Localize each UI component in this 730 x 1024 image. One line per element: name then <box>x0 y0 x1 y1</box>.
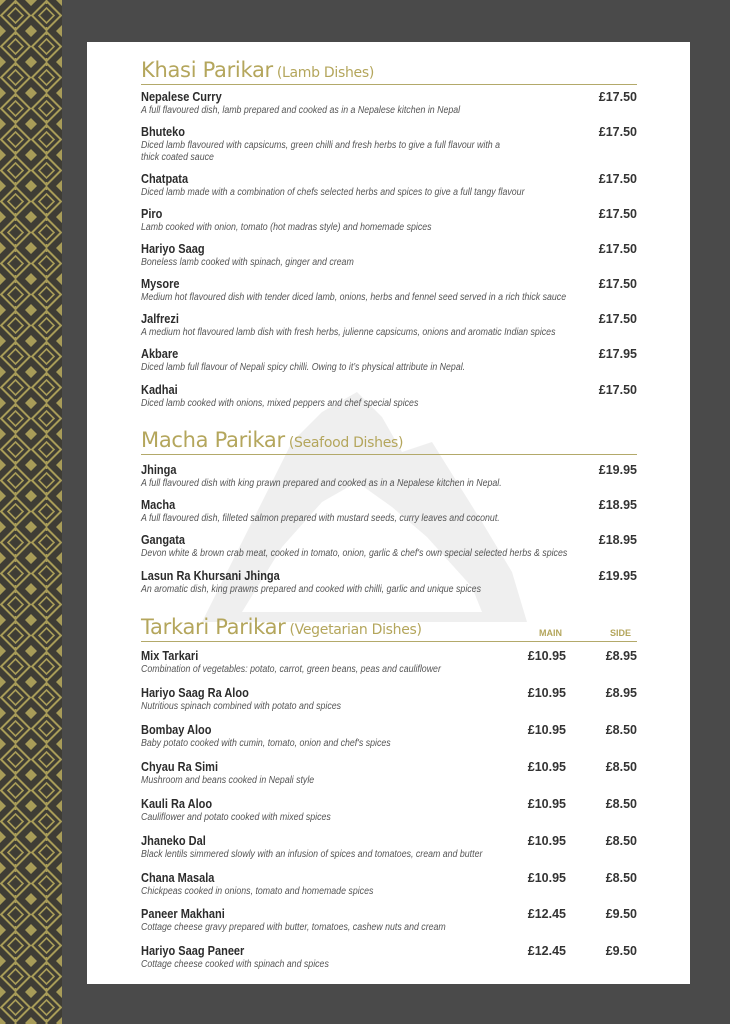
menu-item <box>141 533 637 560</box>
section-title <box>141 58 374 82</box>
section-subtitle: (Vegetarian Dishes) <box>289 622 422 638</box>
item-name: Jhaneko Dal <box>141 834 206 848</box>
menu-item <box>141 463 637 490</box>
menu-item <box>141 871 637 898</box>
menu-item <box>141 172 637 199</box>
menu-item <box>141 686 637 713</box>
section-title-text: Tarkari Parikar <box>141 615 286 639</box>
item-price-side: £9.50 <box>605 907 637 921</box>
item-name: Paneer Makhani <box>141 907 225 921</box>
menu-page <box>87 42 690 984</box>
item-name: Macha <box>141 498 176 512</box>
item-name: Akbare <box>141 347 179 361</box>
item-price-side: £8.50 <box>605 834 637 848</box>
item-description: Cauliflower and potato cooked with mixed spices <box>141 812 331 823</box>
item-price: £19.95 <box>598 569 637 583</box>
item-price: £17.95 <box>598 347 637 361</box>
item-price: £17.50 <box>598 242 637 256</box>
item-price-main: £10.95 <box>527 834 566 848</box>
menu-item <box>141 760 637 787</box>
item-name: Bombay Aloo <box>141 723 212 737</box>
item-price: £17.50 <box>598 125 637 139</box>
item-price-side: £8.50 <box>605 723 637 737</box>
section-header-vegetarian <box>141 615 637 642</box>
item-name: Bhuteko <box>141 125 185 139</box>
column-label-side: SIDE <box>609 628 631 638</box>
item-description: Mushroom and beans cooked in Nepali style <box>141 775 315 786</box>
lattice-pattern-icon <box>0 0 62 1024</box>
item-description: Black lentils simmered slowly with an infusion of spices and tomatoes, cream and butter <box>141 849 483 860</box>
item-price-side: £8.50 <box>605 871 637 885</box>
item-description: An aromatic dish, king prawns prepared and cooked with chilli, garlic and unique spices <box>141 584 481 595</box>
menu-item <box>141 207 637 234</box>
menu-item <box>141 383 637 410</box>
section-subtitle: (Lamb Dishes) <box>276 65 374 81</box>
decorative-pattern-strip <box>0 0 62 1024</box>
item-price: £17.50 <box>598 383 637 397</box>
menu-item <box>141 907 637 934</box>
menu-item <box>141 834 637 861</box>
item-name: Hariyo Saag Paneer <box>141 944 245 958</box>
item-name: Mix Tarkari <box>141 649 199 663</box>
item-name: Jhinga <box>141 463 177 477</box>
item-name: Gangata <box>141 533 186 547</box>
item-description: A full flavoured dish, filleted salmon prepared with mustard seeds, curry leaves and coconut. <box>141 513 500 524</box>
item-price-side: £8.50 <box>605 760 637 774</box>
item-description: Diced lamb flavoured with capsicums, green chilli and fresh herbs to give a full flavour with a thick coated sauce <box>141 140 501 163</box>
item-description: Nutritious spinach combined with potato and spices <box>141 701 342 712</box>
item-description: Cottage cheese gravy prepared with butter, tomatoes, cashew nuts and cream <box>141 922 446 933</box>
item-description: Lamb cooked with onion, tomato (hot madras style) and homemade spices <box>141 222 432 233</box>
item-price: £19.95 <box>598 463 637 477</box>
menu-item <box>141 125 637 163</box>
item-price: £17.50 <box>598 277 637 291</box>
item-name: Kauli Ra Aloo <box>141 797 213 811</box>
item-description: A full flavoured dish, lamb prepared and cooked as in a Nepalese kitchen in Nepal <box>141 105 461 116</box>
item-price-side: £8.95 <box>605 686 637 700</box>
item-price-main: £10.95 <box>527 686 566 700</box>
menu-item <box>141 347 637 374</box>
item-price: £17.50 <box>598 172 637 186</box>
section-title-text: Khasi Parikar <box>141 58 273 82</box>
item-price: £17.50 <box>598 90 637 104</box>
item-price: £17.50 <box>598 207 637 221</box>
item-description: Chickpeas cooked in onions, tomato and homemade spices <box>141 886 374 897</box>
section-title <box>141 615 422 639</box>
item-description: Boneless lamb cooked with spinach, ginger and cream <box>141 257 354 268</box>
menu-item <box>141 242 637 269</box>
item-description: Devon white & brown crab meat, cooked in tomato, onion, garlic & chef's own special selected herbs & spices <box>141 548 568 559</box>
menu-item <box>141 277 637 304</box>
item-name: Chyau Ra Simi <box>141 760 219 774</box>
menu-item <box>141 649 637 676</box>
item-price-main: £10.95 <box>527 760 566 774</box>
item-name: Piro <box>141 207 163 221</box>
item-price-main: £10.95 <box>527 797 566 811</box>
section-header-lamb <box>141 58 637 85</box>
menu-item <box>141 723 637 750</box>
item-description: A full flavoured dish with king prawn prepared and cooked as in a Nepalese kitchen in Nepal. <box>141 478 502 489</box>
item-price-main: £12.45 <box>527 907 566 921</box>
item-name: Chana Masala <box>141 871 215 885</box>
item-description: Diced lamb made with a combination of chefs selected herbs and spices to give a full tangy flavour <box>141 187 525 198</box>
item-name: Chatpata <box>141 172 189 186</box>
menu-item <box>141 90 637 117</box>
item-description: Diced lamb cooked with onions, mixed peppers and chef special spices <box>141 398 419 409</box>
item-name: Nepalese Curry <box>141 90 222 104</box>
menu-item <box>141 312 637 339</box>
item-price: £18.95 <box>598 533 637 547</box>
item-name: Hariyo Saag <box>141 242 205 256</box>
item-name: Hariyo Saag Ra Aloo <box>141 686 249 700</box>
column-label-main: MAIN <box>539 628 562 638</box>
item-price-main: £10.95 <box>527 649 566 663</box>
item-name: Lasun Ra Khursani Jhinga <box>141 569 280 583</box>
item-description: Diced lamb full flavour of Nepali spicy chilli. Owing to it’s physical attribute in Nepal. <box>141 362 466 373</box>
item-price-main: £10.95 <box>527 723 566 737</box>
item-price-side: £9.50 <box>605 944 637 958</box>
item-price-main: £10.95 <box>527 871 566 885</box>
menu-item <box>141 498 637 525</box>
item-description: Cottage cheese cooked with spinach and spices <box>141 959 329 970</box>
item-price-main: £12.45 <box>527 944 566 958</box>
item-description: Combination of vegetables: potato, carrot, green beans, peas and cauliflower <box>141 664 441 675</box>
item-name: Jalfrezi <box>141 312 179 326</box>
item-description: Baby potato cooked with cumin, tomato, onion and chef's spices <box>141 738 391 749</box>
item-price-side: £8.50 <box>605 797 637 811</box>
section-subtitle: (Seafood Dishes) <box>288 435 404 451</box>
item-price: £17.50 <box>598 312 637 326</box>
item-description: A medium hot flavoured lamb dish with fresh herbs, julienne capsicums, onions and aromatic Indian spices <box>141 327 556 338</box>
item-name: Kadhai <box>141 383 178 397</box>
section-title-text: Macha Parikar <box>141 428 285 452</box>
menu-item <box>141 569 637 596</box>
item-name: Mysore <box>141 277 180 291</box>
item-description: Medium hot flavoured dish with tender diced lamb, onions, herbs and fennel seed served in a rich thick sauce <box>141 292 567 303</box>
item-price: £18.95 <box>598 498 637 512</box>
item-price-side: £8.95 <box>605 649 637 663</box>
menu-item <box>141 944 637 971</box>
section-header-seafood <box>141 428 637 455</box>
section-title <box>141 428 403 452</box>
menu-item <box>141 797 637 824</box>
